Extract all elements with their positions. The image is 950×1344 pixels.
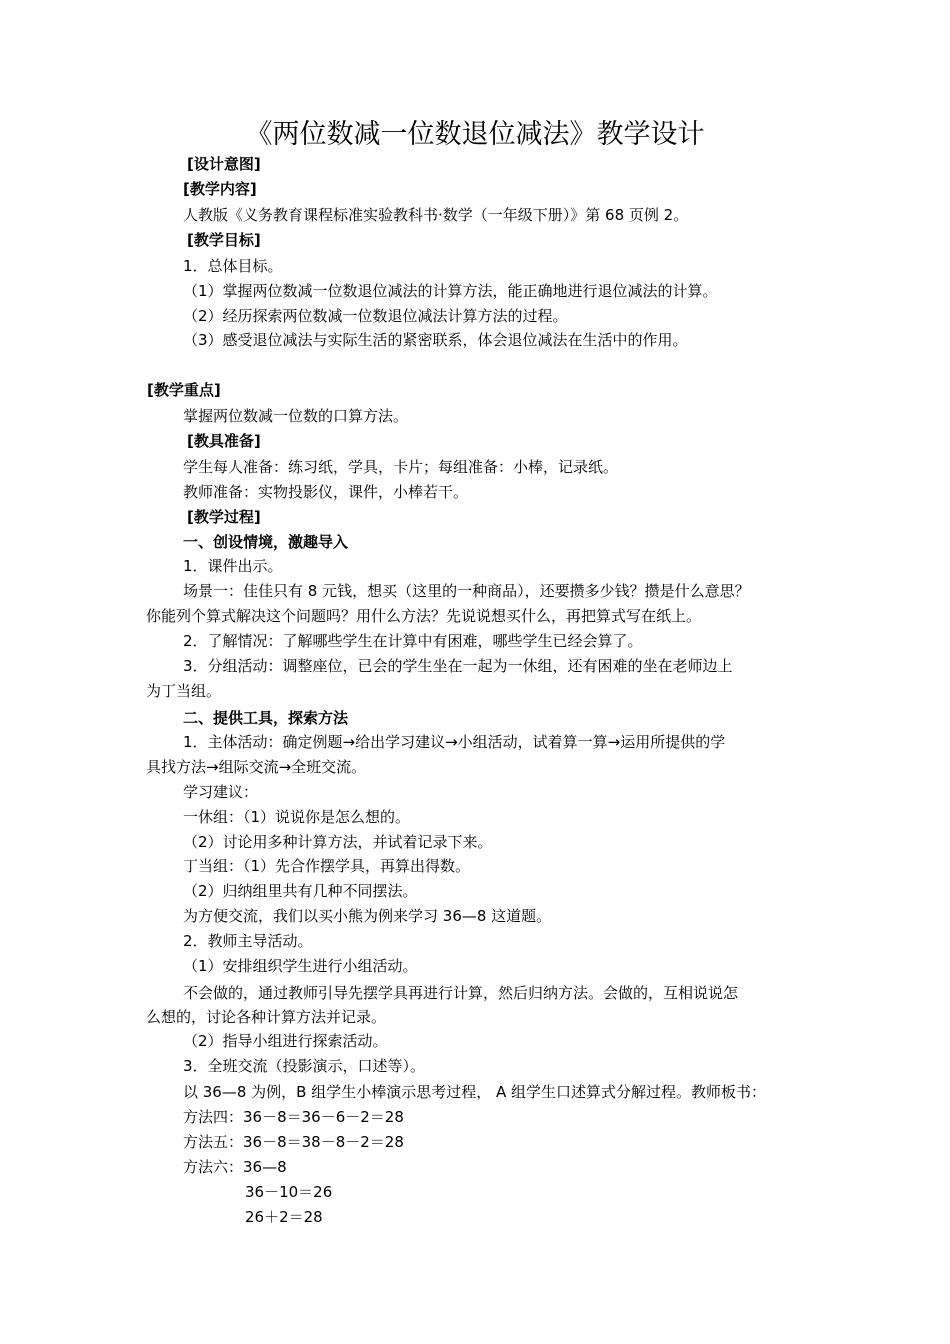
paragraph: 1．主体活动：确定例题→给出学习建议→小组活动，试着算一算→运用所提供的学 (183, 733, 726, 751)
paragraph: 一休组：（1）说说你是怎么想的。 (183, 808, 411, 826)
paragraph: 学生每人准备：练习纸，学具，卡片；每组准备：小棒，记录纸。 (183, 458, 619, 476)
paragraph: （1）掌握两位数减一位数退位减法的计算方法，能正确地进行退位减法的计算。 (183, 282, 718, 300)
paragraph: 3．全班交流（投影演示，口述等）。 (183, 1057, 426, 1075)
method-equation: 方法四：36－8＝36－6－2＝28 (183, 1108, 404, 1126)
paragraph: 具找方法→组际交流→全班交流。 (146, 758, 367, 776)
paragraph: 场景一：佳佳只有 8 元钱，想买（这里的一种商品），还要攒多少钱？攒是什么意思？ (183, 582, 750, 600)
paragraph: 1．总体目标。 (183, 257, 283, 275)
subsection-heading: 一、创设情境，激趣导入 (183, 533, 349, 551)
method-equation: 方法五：36－8＝38－8－2＝28 (183, 1133, 404, 1151)
section-heading-process: [教学过程] (187, 508, 261, 526)
paragraph: 人教版《义务教育课程标准实验教科书·数学（一年级下册）》第 68 页例 2。 (183, 206, 689, 224)
paragraph: （2）归纳组里共有几种不同摆法。 (183, 882, 418, 900)
method-equation-step: 36－10＝26 (245, 1183, 333, 1201)
paragraph: （2）经历探索两位数减一位数退位减法计算方法的过程。 (183, 307, 568, 325)
paragraph: 3．分组活动：调整座位，已会的学生坐在一起为一休组，还有困难的坐在老师边上 (183, 657, 733, 675)
paragraph: 学习建议： (183, 783, 259, 801)
section-heading-content: [教学内容] (183, 180, 257, 198)
paragraph: 为方便交流，我们以买小熊为例来学习 36—8 这道题。 (183, 907, 552, 925)
paragraph: 掌握两位数减一位数的口算方法。 (183, 407, 409, 425)
section-heading-design-intent: [设计意图] (187, 155, 261, 173)
paragraph: 2．了解情况：了解哪些学生在计算中有困难，哪些学生已经会算了。 (183, 632, 643, 650)
paragraph: （2）指导小组进行探索活动。 (183, 1032, 388, 1050)
section-heading-goals: [教学目标] (187, 231, 261, 249)
paragraph: 不会做的，通过教师引导先摆学具再进行计算，然后归纳方法。会做的，互相说说怎 (183, 984, 739, 1002)
paragraph: 么想的，讨论各种计算方法并记录。 (146, 1008, 387, 1026)
method-equation-step: 26＋2＝28 (245, 1208, 323, 1226)
paragraph: （2）讨论用多种计算方法，并试着记录下来。 (183, 833, 493, 851)
section-heading-key-points: [教学重点] (147, 381, 221, 399)
subsection-heading: 二、提供工具，探索方法 (183, 709, 349, 727)
method-equation: 方法六：36—8 (183, 1158, 287, 1176)
paragraph: 教师准备：实物投影仪，课件，小棒若干。 (183, 483, 469, 501)
paragraph: （3）感受退位减法与实际生活的紧密联系，体会退位减法在生活中的作用。 (183, 331, 688, 349)
document-title: 《两位数减一位数退位减法》教学设计 (245, 119, 705, 150)
paragraph: 为丁当组。 (146, 682, 222, 700)
paragraph: 2．教师主导活动。 (183, 932, 313, 950)
paragraph: （1）安排组织学生进行小组活动。 (183, 957, 418, 975)
paragraph: 丁当组：（1）先合作摆学具，再算出得数。 (183, 857, 471, 875)
paragraph: 1．课件出示。 (183, 557, 283, 575)
paragraph: 你能列个算式解决这个问题吗？用什么方法？先说说想买什么，再把算式写在纸上。 (146, 607, 702, 625)
section-heading-materials: [教具准备] (187, 432, 261, 450)
paragraph: 以 36—8 为例，B 组学生小棒演示思考过程， A 组学生口述算式分解过程。教师板书： (183, 1083, 767, 1101)
